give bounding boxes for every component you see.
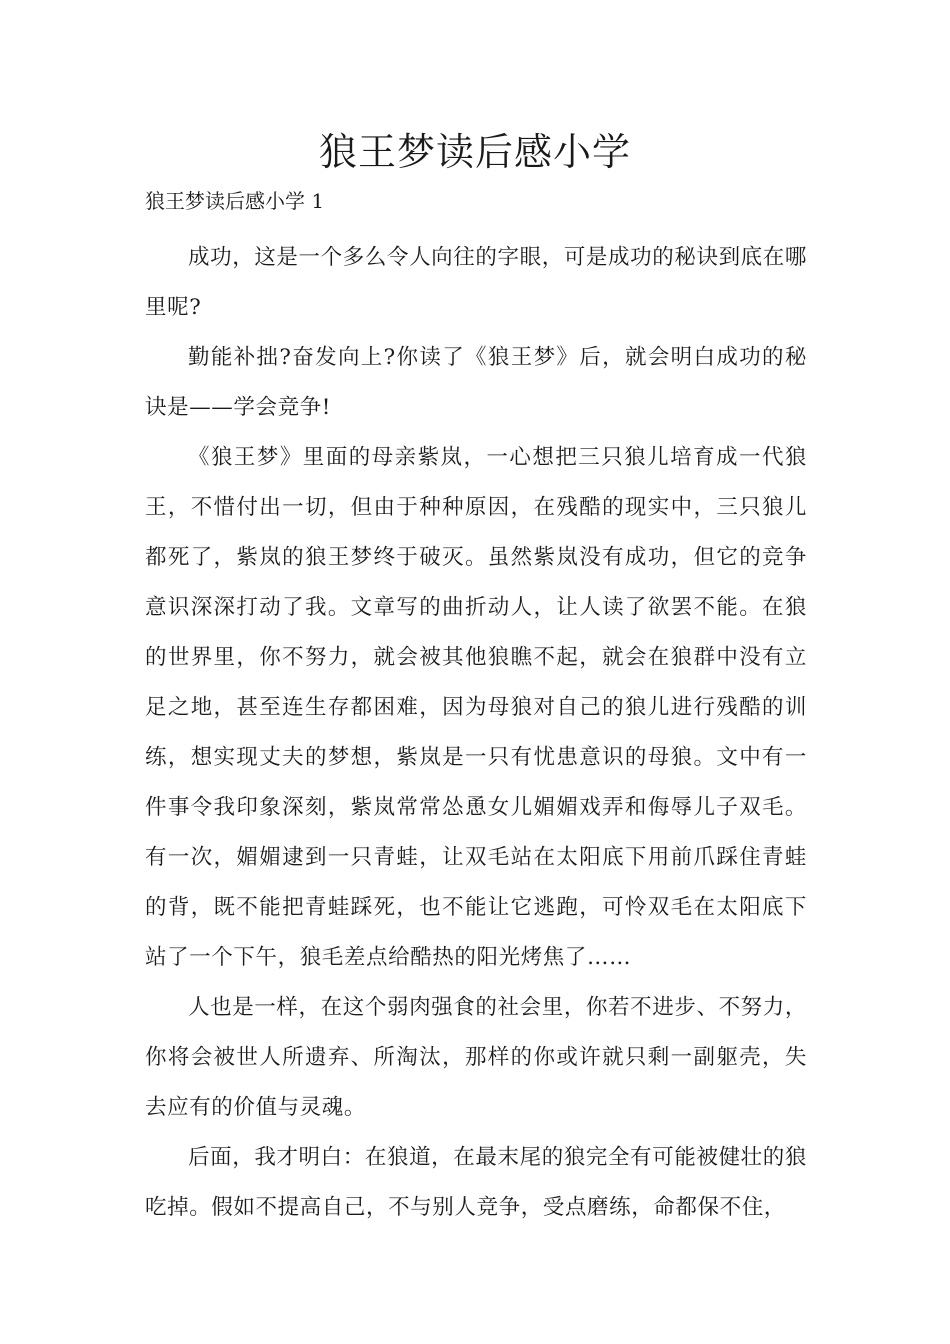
paragraph: 人也是一样，在这个弱肉强食的社会里，你若不进步、不努力，你将会被世人所遗弃、所淘汰，那样的你或许就只剩一副躯壳，失去应有的价值与灵魂。 — [145, 995, 807, 1120]
document-subtitle: 狼王梦读后感小学 1 — [145, 189, 325, 213]
paragraph: 成功，这是一个多么令人向往的字眼，可是成功的秘诀到底在哪里呢? — [145, 245, 807, 320]
document-title: 狼王梦读后感小学 — [318, 130, 631, 174]
paragraph: 后面，我才明白：在狼道，在最末尾的狼完全有可能被健壮的狼吃掉。假如不提高自己，不与别人竞争，受点磨练，命都保不住， — [145, 1145, 807, 1220]
paragraph: 勤能补拙?奋发向上?你读了《狼王梦》后，就会明白成功的秘诀是——学会竞争! — [145, 345, 807, 420]
paragraph: 《狼王梦》里面的母亲紫岚，一心想把三只狼儿培育成一代狼王，不惜付出一切，但由于种种原因，在残酷的现实中，三只狼儿都死了，紫岚的狼王梦终于破灭。虽然紫岚没有成功，但它的竞争意识深深打动了我。文章写的曲折动人，让人读了欲罢不能。在狼的世界里，你不努力，就会被其他狼瞧不起，就会在狼群中没有立足之地，甚至连生存都困难，因为母狼对自己的狼儿进行残酷的训练，想实现丈夫的梦想，紫岚是一只有忧患意识的母狼。文中有一件事令我印象深刻，紫岚常常怂恿女儿媚媚戏弄和侮辱儿子双毛。有一次，媚媚逮到一只青蛙，让双毛站在太阳底下用前爪踩住青蛙的背，既不能把青蛙踩死，也不能让它逃跑，可怜双毛在太阳底下站了一个下午，狼毛差点给酷热的阳光烤焦了…… — [145, 445, 807, 970]
document-body — [145, 233, 807, 1233]
